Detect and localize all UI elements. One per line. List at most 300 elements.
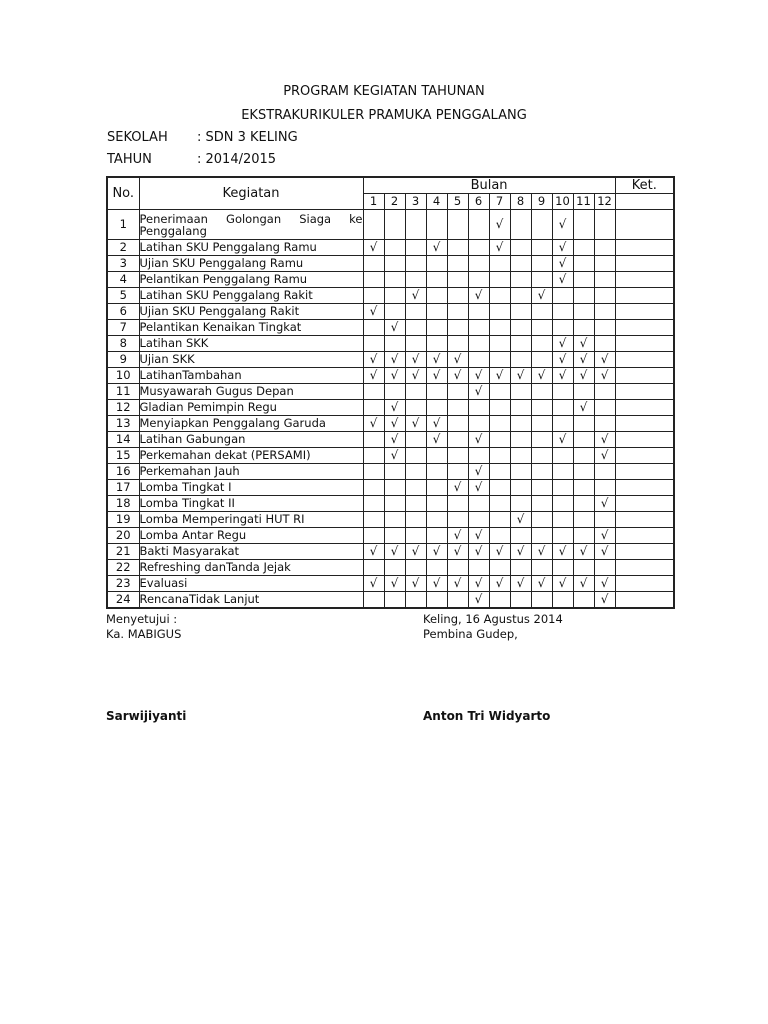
- table-row: [107, 544, 674, 560]
- note-cell: [615, 384, 674, 400]
- check-mark: √: [468, 288, 489, 304]
- month-cell: [447, 288, 468, 304]
- month-cell: [489, 496, 510, 512]
- table-row: [107, 288, 674, 304]
- month-cell: [489, 272, 510, 288]
- check-mark: √: [573, 400, 594, 416]
- check-mark: √: [552, 256, 573, 272]
- month-cell: [426, 400, 447, 416]
- month-cell: [510, 240, 531, 256]
- month-header-2: 2: [384, 194, 405, 210]
- month-cell: [447, 240, 468, 256]
- month-cell: [531, 496, 552, 512]
- month-cell: [552, 288, 573, 304]
- month-cell: [384, 210, 405, 240]
- row-number: 20: [107, 528, 139, 544]
- table-row: [107, 576, 674, 592]
- month-cell: [531, 384, 552, 400]
- month-cell: [510, 592, 531, 609]
- month-cell: [384, 240, 405, 256]
- table-row: [107, 272, 674, 288]
- row-number: 9: [107, 352, 139, 368]
- check-mark: √: [468, 384, 489, 400]
- month-cell: [405, 210, 426, 240]
- month-cell: [552, 320, 573, 336]
- check-mark: √: [573, 368, 594, 384]
- header-activity: Kegiatan: [139, 177, 363, 210]
- note-cell: [615, 336, 674, 352]
- table-row: [107, 448, 674, 464]
- month-cell: [552, 464, 573, 480]
- month-cell: [489, 528, 510, 544]
- month-cell: [573, 464, 594, 480]
- check-mark: √: [384, 416, 405, 432]
- month-cell: [384, 480, 405, 496]
- month-cell: [594, 384, 615, 400]
- activity-name: Lomba Tingkat I: [139, 480, 363, 496]
- row-number: 18: [107, 496, 139, 512]
- activity-name: Ujian SKU Penggalang Rakit: [139, 304, 363, 320]
- month-cell: [573, 210, 594, 240]
- table-row: [107, 320, 674, 336]
- month-cell: [510, 448, 531, 464]
- month-cell: [468, 304, 489, 320]
- table-row: [107, 384, 674, 400]
- month-cell: [510, 464, 531, 480]
- month-cell: [489, 416, 510, 432]
- note-cell: [615, 464, 674, 480]
- activity-name: Latihan SKU Penggalang Rakit: [139, 288, 363, 304]
- month-cell: [384, 496, 405, 512]
- month-cell: [426, 320, 447, 336]
- check-mark: √: [426, 416, 447, 432]
- table-row: [107, 480, 674, 496]
- month-cell: [405, 528, 426, 544]
- month-cell: [405, 592, 426, 609]
- note-cell: [615, 528, 674, 544]
- month-cell: [573, 272, 594, 288]
- month-cell: [447, 448, 468, 464]
- month-cell: [447, 400, 468, 416]
- month-cell: [405, 304, 426, 320]
- month-cell: [531, 272, 552, 288]
- month-cell: [573, 432, 594, 448]
- month-cell: [405, 480, 426, 496]
- month-cell: [363, 464, 384, 480]
- month-header-9: 9: [531, 194, 552, 210]
- month-cell: [426, 272, 447, 288]
- month-header-5: 5: [447, 194, 468, 210]
- check-mark: √: [594, 528, 615, 544]
- table-row: [107, 528, 674, 544]
- check-mark: √: [468, 528, 489, 544]
- month-cell: [489, 352, 510, 368]
- check-mark: √: [552, 336, 573, 352]
- check-mark: √: [384, 576, 405, 592]
- note-cell: [615, 560, 674, 576]
- check-mark: √: [531, 576, 552, 592]
- check-mark: √: [552, 240, 573, 256]
- header-no: No.: [107, 177, 139, 210]
- table-row: [107, 592, 674, 609]
- check-mark: √: [510, 512, 531, 528]
- check-mark: √: [363, 352, 384, 368]
- month-cell: [510, 560, 531, 576]
- month-cell: [363, 448, 384, 464]
- month-cell: [594, 256, 615, 272]
- month-cell: [531, 480, 552, 496]
- month-cell: [510, 432, 531, 448]
- check-mark: √: [426, 432, 447, 448]
- month-cell: [468, 240, 489, 256]
- month-cell: [510, 352, 531, 368]
- month-cell: [384, 512, 405, 528]
- activity-name: Lomba Antar Regu: [139, 528, 363, 544]
- month-cell: [363, 210, 384, 240]
- month-cell: [426, 256, 447, 272]
- month-cell: [426, 528, 447, 544]
- check-mark: √: [594, 368, 615, 384]
- month-cell: [384, 592, 405, 609]
- month-cell: [573, 416, 594, 432]
- month-cell: [531, 416, 552, 432]
- month-cell: [489, 400, 510, 416]
- check-mark: √: [468, 576, 489, 592]
- month-cell: [531, 592, 552, 609]
- check-mark: √: [468, 464, 489, 480]
- month-cell: [384, 464, 405, 480]
- activity-name: Lomba Memperingati HUT RI: [139, 512, 363, 528]
- check-mark: √: [426, 544, 447, 560]
- month-cell: [405, 256, 426, 272]
- table-row: [107, 512, 674, 528]
- activity-name: RencanaTidak Lanjut: [139, 592, 363, 609]
- month-cell: [405, 448, 426, 464]
- month-cell: [531, 400, 552, 416]
- month-cell: [384, 560, 405, 576]
- instructor-name: Anton Tri Widyarto: [423, 709, 551, 723]
- school-value: : SDN 3 KELING: [197, 130, 298, 145]
- month-header-6: 6: [468, 194, 489, 210]
- month-header-1: 1: [363, 194, 384, 210]
- activity-name: Lomba Tingkat II: [139, 496, 363, 512]
- check-mark: √: [447, 368, 468, 384]
- month-cell: [573, 496, 594, 512]
- month-cell: [594, 512, 615, 528]
- month-cell: [573, 512, 594, 528]
- activity-name: Musyawarah Gugus Depan: [139, 384, 363, 400]
- row-number: 11: [107, 384, 139, 400]
- month-cell: [405, 512, 426, 528]
- month-cell: [447, 560, 468, 576]
- month-cell: [531, 304, 552, 320]
- month-cell: [426, 496, 447, 512]
- check-mark: √: [468, 432, 489, 448]
- row-number: 17: [107, 480, 139, 496]
- month-cell: [552, 512, 573, 528]
- row-number: 12: [107, 400, 139, 416]
- table-row: [107, 560, 674, 576]
- check-mark: √: [594, 544, 615, 560]
- month-header-8: 8: [510, 194, 531, 210]
- month-cell: [594, 240, 615, 256]
- month-cell: [468, 210, 489, 240]
- activity-name: Evaluasi: [139, 576, 363, 592]
- month-cell: [363, 272, 384, 288]
- note-cell: [615, 272, 674, 288]
- check-mark: √: [363, 544, 384, 560]
- month-cell: [468, 336, 489, 352]
- note-cell: [615, 352, 674, 368]
- month-cell: [510, 256, 531, 272]
- check-mark: √: [489, 240, 510, 256]
- school-label: SEKOLAH: [107, 130, 168, 145]
- month-cell: [510, 304, 531, 320]
- month-cell: [552, 480, 573, 496]
- table-row: [107, 256, 674, 272]
- row-number: 13: [107, 416, 139, 432]
- check-mark: √: [552, 352, 573, 368]
- month-cell: [531, 352, 552, 368]
- month-cell: [531, 560, 552, 576]
- month-cell: [363, 336, 384, 352]
- note-cell: [615, 304, 674, 320]
- activity-name: Bakti Masyarakat: [139, 544, 363, 560]
- month-header-4: 4: [426, 194, 447, 210]
- table-row: [107, 240, 674, 256]
- month-cell: [468, 400, 489, 416]
- check-mark: √: [552, 576, 573, 592]
- row-number: 24: [107, 592, 139, 609]
- month-cell: [468, 448, 489, 464]
- activity-rows: [107, 210, 674, 609]
- table-row: [107, 464, 674, 480]
- month-cell: [363, 592, 384, 609]
- month-cell: [510, 496, 531, 512]
- note-cell: [615, 448, 674, 464]
- month-cell: [468, 272, 489, 288]
- month-cell: [363, 432, 384, 448]
- check-mark: √: [594, 592, 615, 609]
- month-cell: [489, 288, 510, 304]
- month-cell: [426, 288, 447, 304]
- month-cell: [573, 528, 594, 544]
- month-cell: [489, 448, 510, 464]
- check-mark: √: [384, 368, 405, 384]
- row-number: 4: [107, 272, 139, 288]
- month-cell: [594, 400, 615, 416]
- check-mark: √: [447, 576, 468, 592]
- check-mark: √: [384, 448, 405, 464]
- activity-name: Penerimaan Golongan Siaga ke Penggalang: [139, 211, 363, 238]
- month-cell: [363, 400, 384, 416]
- month-cell: [405, 400, 426, 416]
- month-cell: [447, 496, 468, 512]
- year-line: [107, 152, 276, 167]
- check-mark: √: [363, 240, 384, 256]
- month-cell: [363, 288, 384, 304]
- row-number: 16: [107, 464, 139, 480]
- note-cell: [615, 288, 674, 304]
- note-cell: [615, 400, 674, 416]
- month-cell: [510, 272, 531, 288]
- month-cell: [510, 336, 531, 352]
- month-cell: [468, 560, 489, 576]
- month-cell: [447, 512, 468, 528]
- month-cell: [447, 336, 468, 352]
- check-mark: √: [489, 210, 510, 240]
- month-cell: [426, 512, 447, 528]
- check-mark: √: [552, 272, 573, 288]
- check-mark: √: [594, 496, 615, 512]
- check-mark: √: [384, 432, 405, 448]
- month-cell: [531, 256, 552, 272]
- activity-name: LatihanTambahan: [139, 368, 363, 384]
- note-cell: [615, 416, 674, 432]
- table-row: [107, 210, 674, 240]
- row-number: 5: [107, 288, 139, 304]
- school-line: [107, 130, 298, 145]
- month-cell: [573, 320, 594, 336]
- month-cell: [447, 210, 468, 240]
- check-mark: √: [363, 304, 384, 320]
- month-cell: [489, 304, 510, 320]
- check-mark: √: [384, 400, 405, 416]
- month-cell: [531, 320, 552, 336]
- month-cell: [489, 560, 510, 576]
- note-cell: [615, 432, 674, 448]
- row-number: 8: [107, 336, 139, 352]
- table-row: [107, 416, 674, 432]
- activity-name: Pelantikan Penggalang Ramu: [139, 272, 363, 288]
- month-header-3: 3: [405, 194, 426, 210]
- instructor-role: Pembina Gudep,: [423, 627, 518, 641]
- check-mark: √: [510, 544, 531, 560]
- month-cell: [531, 464, 552, 480]
- check-mark: √: [363, 368, 384, 384]
- month-cell: [363, 528, 384, 544]
- note-cell: [615, 210, 674, 240]
- month-cell: [531, 210, 552, 240]
- activity-table: [106, 176, 675, 609]
- month-cell: [489, 336, 510, 352]
- month-cell: [594, 560, 615, 576]
- activity-name: Latihan Gabungan: [139, 432, 363, 448]
- month-cell: [426, 384, 447, 400]
- table-row: [107, 336, 674, 352]
- check-mark: √: [447, 352, 468, 368]
- month-cell: [573, 480, 594, 496]
- check-mark: √: [468, 592, 489, 609]
- month-cell: [447, 384, 468, 400]
- check-mark: √: [510, 576, 531, 592]
- check-mark: √: [405, 576, 426, 592]
- month-cell: [552, 560, 573, 576]
- month-cell: [384, 528, 405, 544]
- month-cell: [468, 320, 489, 336]
- month-cell: [573, 592, 594, 609]
- activity-name: Pelantikan Kenaikan Tingkat: [139, 320, 363, 336]
- month-cell: [426, 210, 447, 240]
- note-cell: [615, 512, 674, 528]
- check-mark: √: [384, 320, 405, 336]
- month-cell: [594, 272, 615, 288]
- check-mark: √: [384, 544, 405, 560]
- month-cell: [594, 416, 615, 432]
- month-cell: [426, 304, 447, 320]
- month-cell: [405, 272, 426, 288]
- row-number: 6: [107, 304, 139, 320]
- check-mark: √: [531, 368, 552, 384]
- month-cell: [384, 288, 405, 304]
- month-cell: [594, 464, 615, 480]
- month-cell: [447, 320, 468, 336]
- month-cell: [405, 464, 426, 480]
- month-cell: [552, 400, 573, 416]
- month-cell: [510, 210, 531, 240]
- month-cell: [573, 560, 594, 576]
- table-row: [107, 400, 674, 416]
- row-number: 1: [107, 210, 139, 240]
- note-cell: [615, 320, 674, 336]
- activity-name: Perkemahan dekat (PERSAMI): [139, 448, 363, 464]
- check-mark: √: [489, 368, 510, 384]
- check-mark: √: [573, 336, 594, 352]
- note-cell: [615, 544, 674, 560]
- month-cell: [510, 288, 531, 304]
- year-label: TAHUN: [107, 152, 152, 167]
- month-cell: [384, 304, 405, 320]
- month-header-10: 10: [552, 194, 573, 210]
- check-mark: √: [552, 368, 573, 384]
- month-header-11: 11: [573, 194, 594, 210]
- row-number: 3: [107, 256, 139, 272]
- check-mark: √: [489, 544, 510, 560]
- month-cell: [552, 384, 573, 400]
- month-cell: [468, 416, 489, 432]
- check-mark: √: [531, 288, 552, 304]
- month-cell: [447, 432, 468, 448]
- note-cell: [615, 576, 674, 592]
- row-number: 22: [107, 560, 139, 576]
- check-mark: √: [573, 576, 594, 592]
- month-cell: [510, 320, 531, 336]
- month-cell: [447, 592, 468, 609]
- check-mark: √: [552, 210, 573, 240]
- table-row: [107, 368, 674, 384]
- month-cell: [405, 336, 426, 352]
- row-number: 21: [107, 544, 139, 560]
- month-cell: [405, 320, 426, 336]
- approver-name: Sarwijiyanti: [106, 709, 187, 723]
- activity-name: Latihan SKK: [139, 336, 363, 352]
- place-date: Keling, 16 Agustus 2014: [423, 612, 563, 626]
- month-cell: [594, 480, 615, 496]
- check-mark: √: [552, 432, 573, 448]
- month-cell: [363, 512, 384, 528]
- month-cell: [489, 256, 510, 272]
- month-cell: [468, 352, 489, 368]
- month-cell: [363, 496, 384, 512]
- check-mark: √: [447, 544, 468, 560]
- activity-name: Menyiapkan Penggalang Garuda: [139, 416, 363, 432]
- table-row: [107, 304, 674, 320]
- check-mark: √: [405, 352, 426, 368]
- row-number: 14: [107, 432, 139, 448]
- check-mark: √: [405, 288, 426, 304]
- check-mark: √: [405, 416, 426, 432]
- month-cell: [489, 384, 510, 400]
